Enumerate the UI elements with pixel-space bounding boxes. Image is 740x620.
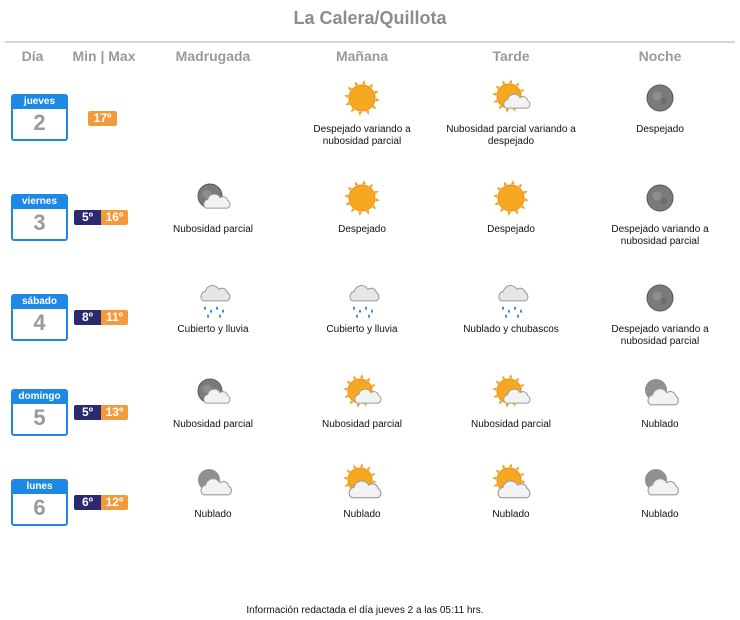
forecast-noche bbox=[590, 278, 730, 348]
calendar-day-icon bbox=[11, 94, 68, 141]
sun-cloud-big-weather-icon bbox=[292, 463, 432, 505]
forecast-description: Nubosidad parcial bbox=[172, 419, 254, 430]
sun-cloud-weather-icon bbox=[441, 373, 581, 415]
forecast-description: Nubosidad parcial variando a despejado bbox=[446, 124, 576, 147]
forecast-row bbox=[0, 278, 740, 378]
header-divider bbox=[5, 41, 735, 43]
forecast-madrugada bbox=[143, 463, 283, 521]
day-name: domingo bbox=[13, 391, 66, 404]
forecast-description: Nubosidad parcial bbox=[172, 224, 254, 235]
forecast-row bbox=[0, 78, 740, 178]
forecast-description: Nubosidad parcial bbox=[321, 419, 403, 430]
sun-weather-icon bbox=[441, 178, 581, 220]
temp-min: 6º bbox=[74, 495, 101, 510]
forecast-madrugada bbox=[143, 178, 283, 236]
moon-cloud-weather-icon bbox=[143, 373, 283, 415]
temp-max: 12º bbox=[101, 495, 128, 510]
sun-cloud-big-weather-icon bbox=[441, 463, 581, 505]
forecast-description: Despejado bbox=[487, 224, 535, 235]
forecast-description: Nubosidad parcial bbox=[470, 419, 552, 430]
temp-max: 17º bbox=[88, 111, 117, 126]
header-tarde: Tarde bbox=[492, 48, 530, 64]
temp-max: 16º bbox=[101, 210, 128, 225]
moon-weather-icon bbox=[590, 78, 730, 120]
forecast-row bbox=[0, 373, 740, 473]
forecast-description: Nublado bbox=[492, 509, 530, 520]
moon-cloud-weather-icon bbox=[143, 178, 283, 220]
day-number: 4 bbox=[33, 310, 46, 335]
temp-max: 13º bbox=[101, 405, 128, 420]
calendar-day-icon bbox=[11, 294, 68, 341]
header-manana: Mañana bbox=[335, 48, 389, 64]
forecast-manana bbox=[292, 463, 432, 521]
rain-weather-icon bbox=[292, 278, 432, 320]
forecast-row bbox=[0, 463, 740, 563]
temp-min: 8º bbox=[74, 310, 101, 325]
forecast-manana bbox=[292, 178, 432, 236]
forecast-noche bbox=[590, 373, 730, 431]
day-name: jueves bbox=[13, 96, 66, 109]
forecast-tarde bbox=[441, 178, 581, 236]
forecast-description: Nublado bbox=[641, 509, 679, 520]
forecast-description: Nublado bbox=[343, 509, 381, 520]
forecast-description: Nublado bbox=[641, 419, 679, 430]
sun-weather-icon bbox=[292, 178, 432, 220]
day-number: 6 bbox=[33, 495, 46, 520]
moon-weather-icon bbox=[590, 178, 730, 220]
forecast-description: Despejado bbox=[636, 124, 684, 135]
forecast-description: Nublado bbox=[194, 509, 232, 520]
forecast-description: Despejado variando a nubosidad parcial bbox=[611, 224, 709, 247]
moon-weather-icon bbox=[590, 278, 730, 320]
page-title: La Calera/Quillota bbox=[293, 8, 447, 28]
forecast-noche bbox=[590, 463, 730, 521]
calendar-day-icon bbox=[11, 194, 68, 241]
cloud-weather-icon bbox=[143, 463, 283, 505]
header-min-max: Min | Max bbox=[72, 48, 136, 64]
forecast-description: Nublado y chubascos bbox=[463, 324, 559, 335]
day-number: 3 bbox=[33, 210, 46, 235]
calendar-day-icon bbox=[11, 389, 68, 436]
day-number: 5 bbox=[33, 405, 46, 430]
day-name: lunes bbox=[13, 481, 66, 494]
forecast-row bbox=[0, 178, 740, 278]
forecast-tarde bbox=[441, 373, 581, 431]
sun-cloud-weather-icon bbox=[292, 373, 432, 415]
temp-min: 5º bbox=[74, 405, 101, 420]
forecast-description: Cubierto y lluvia bbox=[326, 324, 398, 335]
forecast-tarde bbox=[441, 278, 581, 336]
forecast-manana bbox=[292, 78, 432, 148]
forecast-madrugada bbox=[143, 278, 283, 336]
forecast-description: Cubierto y lluvia bbox=[177, 324, 249, 335]
sun-cloud-weather-icon bbox=[441, 78, 581, 120]
forecast-description: Despejado variando a nubosidad parcial bbox=[611, 324, 709, 347]
header-madrugada: Madrugada bbox=[175, 48, 251, 64]
forecast-description: Despejado variando a nubosidad parcial bbox=[313, 124, 411, 147]
update-info: Información redactada el día jueves 2 a las 05:11 hrs. bbox=[246, 605, 484, 616]
forecast-manana bbox=[292, 278, 432, 336]
header-noche: Noche bbox=[638, 48, 682, 64]
temp-min: 5º bbox=[74, 210, 101, 225]
calendar-day-icon bbox=[11, 479, 68, 526]
cloud-weather-icon bbox=[590, 463, 730, 505]
sun-weather-icon bbox=[292, 78, 432, 120]
rain-weather-icon bbox=[441, 278, 581, 320]
forecast-tarde bbox=[441, 78, 581, 148]
forecast-description: Despejado bbox=[338, 224, 386, 235]
header-dia: Día bbox=[21, 48, 44, 64]
day-name: sábado bbox=[13, 296, 66, 309]
forecast-noche bbox=[590, 78, 730, 136]
day-name: viernes bbox=[13, 196, 66, 209]
forecast-tarde bbox=[441, 463, 581, 521]
cloud-weather-icon bbox=[590, 373, 730, 415]
day-number: 2 bbox=[33, 110, 46, 135]
forecast-madrugada bbox=[143, 373, 283, 431]
forecast-noche bbox=[590, 178, 730, 248]
forecast-manana bbox=[292, 373, 432, 431]
temp-max: 11º bbox=[101, 310, 128, 325]
rain-weather-icon bbox=[143, 278, 283, 320]
